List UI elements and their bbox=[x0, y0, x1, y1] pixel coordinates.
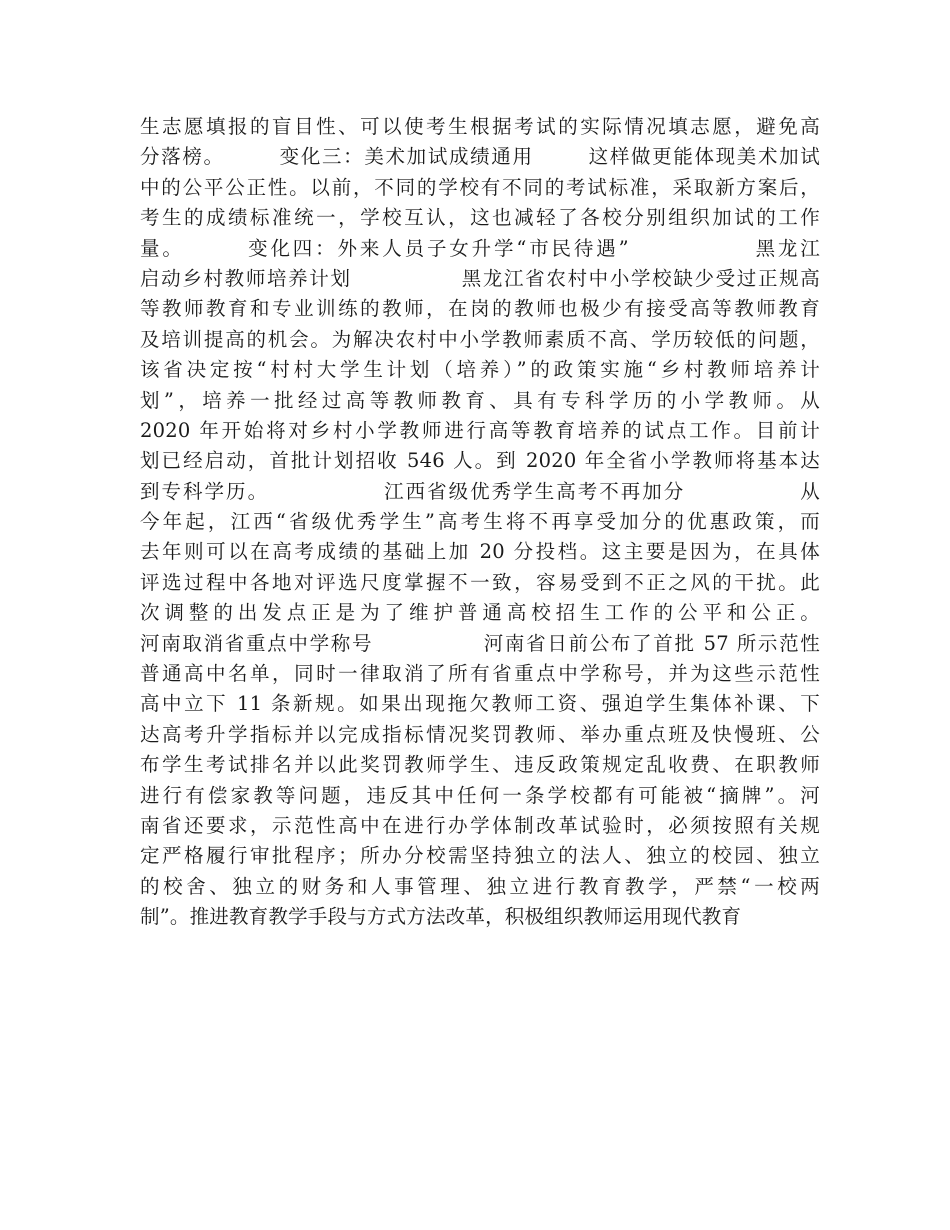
text-line: 定严格履行审批程序；所办分校需坚持独立的法人、独立的校园、独立 bbox=[140, 844, 820, 868]
text-line: 到专科学历。 江西省级优秀学生高考不再加分 从 bbox=[140, 479, 820, 503]
text-line: 量。 变化四：外来人员子女升学“市民待遇” 黑龙江 bbox=[140, 236, 820, 260]
text-line: 考生的成绩标准统一，学校互认，这也减轻了各校分别组织加试的工作 bbox=[140, 206, 820, 230]
text-line: 中的公平公正性。以前，不同的学校有不同的考试标准，采取新方案后， bbox=[140, 175, 820, 199]
text-line: 启动乡村教师培养计划 黑龙江省农村中小学校缺少受过正规高 bbox=[140, 266, 820, 290]
text-line: 生志愿填报的盲目性、可以使考生根据考试的实际情况填志愿，避免高 bbox=[140, 115, 820, 138]
text-line: 制”。推进教育教学手段与方式方法改革，积极组织教师运用现代教育 bbox=[140, 905, 742, 929]
text-line: 2020 年开始将对乡村小学教师进行高等教育培养的试点工作。目前计 bbox=[140, 418, 820, 442]
text-line: 普通高中名单，同时一律取消了所有省重点中学称号，并为这些示范性 bbox=[140, 662, 820, 686]
body-text bbox=[140, 112, 820, 933]
text-line: 及培训提高的机会。为解决农村中小学教师素质不高、学历较低的问题， bbox=[140, 327, 820, 351]
text-line: 南省还要求，示范性高中在进行办学体制改革试验时，必须按照有关规 bbox=[140, 813, 820, 837]
text-line: 去年则可以在高考成绩的基础上加 20 分投档。这主要是因为，在具体 bbox=[140, 540, 820, 564]
text-line: 分落榜。 变化三：美术加试成绩通用 这样做更能体现美术加试 bbox=[140, 145, 820, 169]
text-line: 进行有偿家教等问题，违反其中任何一条学校都有可能被“摘牌”。河 bbox=[140, 783, 820, 807]
text-line: 今年起，江西“省级优秀学生”高考生将不再享受加分的优惠政策，而 bbox=[140, 510, 820, 534]
text-line: 该省决定按“村村大学生计划（培养）”的政策实施“乡村教师培养计 bbox=[140, 358, 820, 382]
text-line: 划已经启动，首批计划招收 546 人。到 2020 年全省小学教师将基本达 bbox=[140, 449, 820, 473]
text-line: 高中立下 11 条新规。如果出现拖欠教师工资、强迫学生集体补课、下 bbox=[140, 692, 820, 716]
text-line: 布学生考试排名并以此奖罚教师学生、违反政策规定乱收费、在职教师 bbox=[140, 753, 820, 777]
text-line: 等教师教育和专业训练的教师，在岗的教师也极少有接受高等教师教育 bbox=[140, 297, 820, 321]
text-line: 次调整的出发点正是为了维护普通高校招生工作的公平和公正。 bbox=[140, 601, 820, 625]
text-line: 评选过程中各地对评选尺度掌握不一致，容易受到不正之风的干扰。此 bbox=[140, 570, 820, 594]
text-line: 达高考升学指标并以完成指标情况奖罚教师、举办重点班及快慢班、公 bbox=[140, 722, 820, 746]
text-line: 的校舍、独立的财务和人事管理、独立进行教育教学，严禁“一校两 bbox=[140, 874, 820, 898]
text-line: 河南取消省重点中学称号 河南省日前公布了首批 57 所示范性 bbox=[140, 631, 820, 655]
text-line: 划”，培养一批经过高等教师教育、具有专科学历的小学教师。从 bbox=[140, 388, 820, 412]
